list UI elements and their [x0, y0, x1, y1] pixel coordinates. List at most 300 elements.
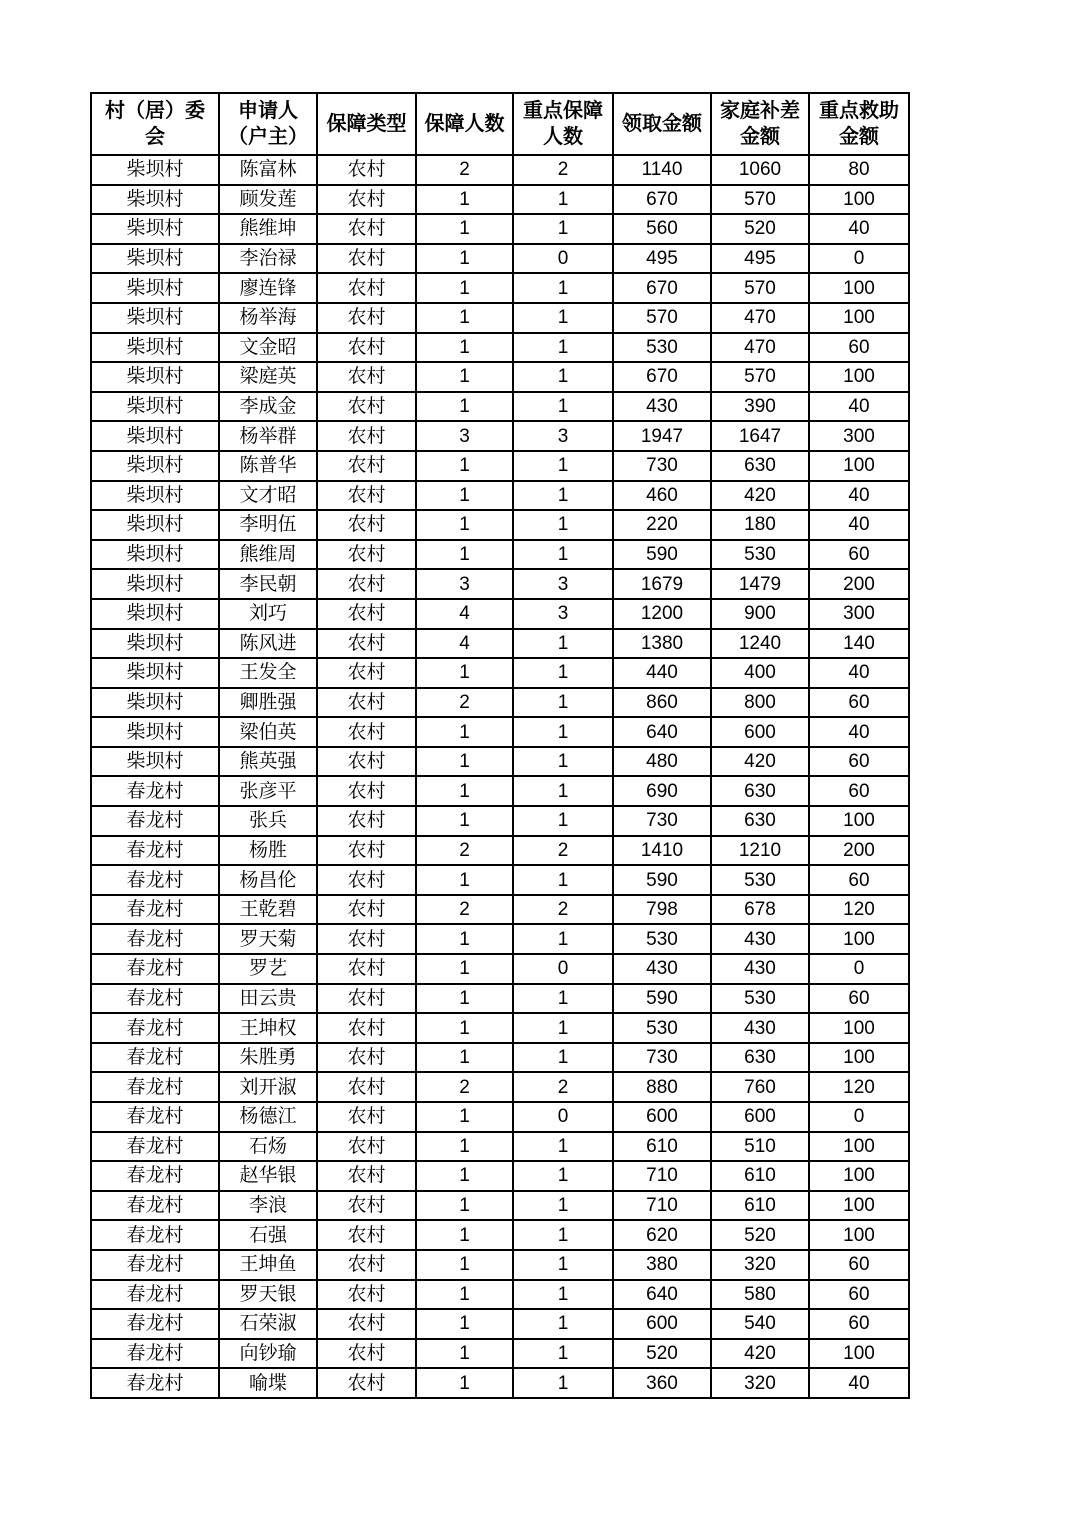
col-header-applicant-householder: 申请人（户主） [219, 93, 317, 155]
table-body [91, 155, 909, 1398]
cell-guaranteed-persons: 1 [416, 776, 513, 806]
cell-key-assistance-amount: 60 [809, 776, 909, 806]
cell-amount-received: 590 [613, 984, 711, 1014]
cell-family-subsidy-amount: 495 [711, 244, 809, 274]
cell-guarantee-type: 农村 [317, 954, 416, 984]
cell-key-guaranteed-persons: 1 [513, 481, 613, 511]
table-row [91, 569, 909, 599]
table-row [91, 747, 909, 777]
cell-village-committee: 春龙村 [91, 836, 219, 866]
cell-key-guaranteed-persons: 1 [513, 688, 613, 718]
cell-applicant-householder: 杨胜 [219, 836, 317, 866]
cell-village-committee: 春龙村 [91, 806, 219, 836]
cell-guaranteed-persons: 1 [416, 214, 513, 244]
cell-key-guaranteed-persons: 1 [513, 1339, 613, 1369]
cell-guarantee-type: 农村 [317, 1161, 416, 1191]
cell-amount-received: 560 [613, 214, 711, 244]
cell-key-assistance-amount: 60 [809, 333, 909, 363]
cell-village-committee: 春龙村 [91, 1309, 219, 1339]
cell-village-committee: 柴坝村 [91, 421, 219, 451]
cell-guaranteed-persons: 1 [416, 392, 513, 422]
cell-amount-received: 640 [613, 717, 711, 747]
col-header-key-assistance-amount: 重点救助金额 [809, 93, 909, 155]
table-row [91, 984, 909, 1014]
col-header-amount-received: 领取金额 [613, 93, 711, 155]
cell-key-guaranteed-persons: 3 [513, 569, 613, 599]
cell-key-assistance-amount: 100 [809, 303, 909, 333]
cell-village-committee: 春龙村 [91, 1043, 219, 1073]
col-header-key-guaranteed-persons: 重点保障人数 [513, 93, 613, 155]
table-row [91, 1191, 909, 1221]
table-header [91, 93, 909, 155]
cell-amount-received: 460 [613, 481, 711, 511]
cell-guaranteed-persons: 2 [416, 895, 513, 925]
cell-amount-received: 730 [613, 451, 711, 481]
cell-family-subsidy-amount: 570 [711, 185, 809, 215]
cell-guarantee-type: 农村 [317, 658, 416, 688]
cell-family-subsidy-amount: 760 [711, 1072, 809, 1102]
cell-applicant-householder: 陈风进 [219, 629, 317, 659]
cell-amount-received: 220 [613, 510, 711, 540]
cell-family-subsidy-amount: 430 [711, 954, 809, 984]
cell-guarantee-type: 农村 [317, 362, 416, 392]
header-row [91, 93, 909, 155]
cell-guarantee-type: 农村 [317, 1102, 416, 1132]
cell-guarantee-type: 农村 [317, 1280, 416, 1310]
cell-key-guaranteed-persons: 2 [513, 155, 613, 185]
cell-amount-received: 860 [613, 688, 711, 718]
cell-guarantee-type: 农村 [317, 924, 416, 954]
cell-applicant-householder: 李治禄 [219, 244, 317, 274]
cell-village-committee: 春龙村 [91, 1339, 219, 1369]
cell-applicant-householder: 刘巧 [219, 599, 317, 629]
cell-guarantee-type: 农村 [317, 214, 416, 244]
cell-village-committee: 柴坝村 [91, 185, 219, 215]
cell-applicant-householder: 石强 [219, 1220, 317, 1250]
cell-key-assistance-amount: 100 [809, 1161, 909, 1191]
table-row [91, 1043, 909, 1073]
cell-village-committee: 柴坝村 [91, 155, 219, 185]
cell-guaranteed-persons: 1 [416, 1339, 513, 1369]
table-row [91, 1013, 909, 1043]
cell-applicant-householder: 熊英强 [219, 747, 317, 777]
cell-guaranteed-persons: 1 [416, 1309, 513, 1339]
cell-village-committee: 春龙村 [91, 776, 219, 806]
cell-key-assistance-amount: 100 [809, 451, 909, 481]
cell-guarantee-type: 农村 [317, 244, 416, 274]
cell-key-assistance-amount: 120 [809, 895, 909, 925]
cell-guaranteed-persons: 1 [416, 481, 513, 511]
cell-key-assistance-amount: 100 [809, 924, 909, 954]
cell-key-assistance-amount: 100 [809, 185, 909, 215]
cell-amount-received: 590 [613, 540, 711, 570]
cell-key-assistance-amount: 140 [809, 629, 909, 659]
cell-guarantee-type: 农村 [317, 895, 416, 925]
cell-key-assistance-amount: 0 [809, 1102, 909, 1132]
cell-village-committee: 柴坝村 [91, 629, 219, 659]
cell-guarantee-type: 农村 [317, 569, 416, 599]
table-row [91, 836, 909, 866]
cell-key-guaranteed-persons: 0 [513, 954, 613, 984]
cell-family-subsidy-amount: 1647 [711, 421, 809, 451]
table-row [91, 392, 909, 422]
cell-guaranteed-persons: 1 [416, 451, 513, 481]
cell-key-assistance-amount: 100 [809, 1339, 909, 1369]
table-row [91, 451, 909, 481]
cell-applicant-householder: 石炀 [219, 1132, 317, 1162]
table-row [91, 244, 909, 274]
cell-village-committee: 春龙村 [91, 1191, 219, 1221]
cell-key-guaranteed-persons: 1 [513, 540, 613, 570]
cell-guarantee-type: 农村 [317, 984, 416, 1014]
cell-guarantee-type: 农村 [317, 1339, 416, 1369]
cell-key-assistance-amount: 0 [809, 244, 909, 274]
cell-guarantee-type: 农村 [317, 155, 416, 185]
table-row [91, 776, 909, 806]
cell-key-guaranteed-persons: 1 [513, 1161, 613, 1191]
cell-family-subsidy-amount: 630 [711, 1043, 809, 1073]
cell-applicant-householder: 李明伍 [219, 510, 317, 540]
cell-village-committee: 柴坝村 [91, 688, 219, 718]
table-row [91, 362, 909, 392]
cell-key-guaranteed-persons: 2 [513, 895, 613, 925]
cell-family-subsidy-amount: 400 [711, 658, 809, 688]
cell-applicant-householder: 杨举群 [219, 421, 317, 451]
cell-village-committee: 春龙村 [91, 984, 219, 1014]
cell-guarantee-type: 农村 [317, 1309, 416, 1339]
cell-applicant-householder: 石荣淑 [219, 1309, 317, 1339]
cell-family-subsidy-amount: 630 [711, 776, 809, 806]
cell-village-committee: 柴坝村 [91, 333, 219, 363]
cell-key-guaranteed-persons: 1 [513, 392, 613, 422]
cell-village-committee: 春龙村 [91, 924, 219, 954]
cell-key-assistance-amount: 100 [809, 1043, 909, 1073]
cell-village-committee: 春龙村 [91, 1280, 219, 1310]
cell-key-assistance-amount: 60 [809, 1309, 909, 1339]
cell-applicant-householder: 卿胜强 [219, 688, 317, 718]
cell-key-guaranteed-persons: 1 [513, 510, 613, 540]
cell-village-committee: 春龙村 [91, 1250, 219, 1280]
cell-amount-received: 798 [613, 895, 711, 925]
cell-amount-received: 730 [613, 1043, 711, 1073]
cell-applicant-householder: 陈普华 [219, 451, 317, 481]
cell-guarantee-type: 农村 [317, 1043, 416, 1073]
cell-guaranteed-persons: 1 [416, 1250, 513, 1280]
cell-guaranteed-persons: 1 [416, 244, 513, 274]
cell-village-committee: 柴坝村 [91, 244, 219, 274]
cell-key-guaranteed-persons: 2 [513, 1072, 613, 1102]
cell-amount-received: 710 [613, 1161, 711, 1191]
cell-family-subsidy-amount: 610 [711, 1191, 809, 1221]
cell-amount-received: 530 [613, 924, 711, 954]
cell-family-subsidy-amount: 510 [711, 1132, 809, 1162]
cell-applicant-householder: 梁庭英 [219, 362, 317, 392]
cell-guaranteed-persons: 1 [416, 1161, 513, 1191]
cell-family-subsidy-amount: 470 [711, 303, 809, 333]
cell-key-assistance-amount: 40 [809, 510, 909, 540]
cell-key-guaranteed-persons: 1 [513, 658, 613, 688]
cell-key-assistance-amount: 40 [809, 481, 909, 511]
cell-key-assistance-amount: 0 [809, 954, 909, 984]
cell-guarantee-type: 农村 [317, 273, 416, 303]
cell-applicant-householder: 张兵 [219, 806, 317, 836]
cell-guaranteed-persons: 1 [416, 806, 513, 836]
cell-village-committee: 春龙村 [91, 1072, 219, 1102]
cell-guaranteed-persons: 1 [416, 1220, 513, 1250]
cell-village-committee: 柴坝村 [91, 510, 219, 540]
cell-amount-received: 1140 [613, 155, 711, 185]
cell-key-assistance-amount: 100 [809, 1220, 909, 1250]
cell-amount-received: 440 [613, 658, 711, 688]
cell-applicant-householder: 朱胜勇 [219, 1043, 317, 1073]
cell-guarantee-type: 农村 [317, 1220, 416, 1250]
cell-key-guaranteed-persons: 1 [513, 776, 613, 806]
cell-amount-received: 495 [613, 244, 711, 274]
cell-family-subsidy-amount: 1240 [711, 629, 809, 659]
cell-key-assistance-amount: 40 [809, 392, 909, 422]
cell-village-committee: 春龙村 [91, 954, 219, 984]
cell-guaranteed-persons: 1 [416, 1191, 513, 1221]
cell-guaranteed-persons: 1 [416, 924, 513, 954]
table-row [91, 540, 909, 570]
cell-guaranteed-persons: 1 [416, 1368, 513, 1398]
cell-family-subsidy-amount: 530 [711, 984, 809, 1014]
cell-guarantee-type: 农村 [317, 303, 416, 333]
cell-guarantee-type: 农村 [317, 747, 416, 777]
cell-key-guaranteed-persons: 1 [513, 1013, 613, 1043]
cell-key-guaranteed-persons: 1 [513, 185, 613, 215]
table-row [91, 1280, 909, 1310]
cell-applicant-householder: 向钞瑜 [219, 1339, 317, 1369]
cell-applicant-householder: 杨举海 [219, 303, 317, 333]
cell-applicant-householder: 罗天银 [219, 1280, 317, 1310]
cell-amount-received: 600 [613, 1102, 711, 1132]
cell-applicant-householder: 田云贵 [219, 984, 317, 1014]
cell-guarantee-type: 农村 [317, 540, 416, 570]
cell-family-subsidy-amount: 900 [711, 599, 809, 629]
cell-guaranteed-persons: 1 [416, 333, 513, 363]
cell-amount-received: 530 [613, 1013, 711, 1043]
cell-key-assistance-amount: 60 [809, 984, 909, 1014]
cell-key-assistance-amount: 40 [809, 658, 909, 688]
cell-applicant-householder: 文金昭 [219, 333, 317, 363]
cell-guaranteed-persons: 1 [416, 303, 513, 333]
cell-amount-received: 730 [613, 806, 711, 836]
cell-applicant-householder: 王发全 [219, 658, 317, 688]
cell-amount-received: 1200 [613, 599, 711, 629]
cell-key-guaranteed-persons: 1 [513, 806, 613, 836]
cell-guaranteed-persons: 3 [416, 569, 513, 599]
cell-guaranteed-persons: 1 [416, 185, 513, 215]
cell-key-guaranteed-persons: 1 [513, 717, 613, 747]
cell-village-committee: 春龙村 [91, 895, 219, 925]
table-row [91, 333, 909, 363]
cell-guarantee-type: 农村 [317, 1368, 416, 1398]
cell-guaranteed-persons: 1 [416, 1102, 513, 1132]
cell-guaranteed-persons: 1 [416, 1280, 513, 1310]
cell-guaranteed-persons: 1 [416, 984, 513, 1014]
cell-guarantee-type: 农村 [317, 599, 416, 629]
cell-guaranteed-persons: 1 [416, 1043, 513, 1073]
table-row [91, 658, 909, 688]
cell-family-subsidy-amount: 1210 [711, 836, 809, 866]
cell-key-guaranteed-persons: 3 [513, 421, 613, 451]
cell-guaranteed-persons: 2 [416, 155, 513, 185]
table-row [91, 806, 909, 836]
cell-guarantee-type: 农村 [317, 1013, 416, 1043]
cell-guarantee-type: 农村 [317, 865, 416, 895]
cell-guarantee-type: 农村 [317, 688, 416, 718]
cell-guaranteed-persons: 2 [416, 688, 513, 718]
cell-applicant-householder: 李民朝 [219, 569, 317, 599]
cell-key-guaranteed-persons: 1 [513, 1220, 613, 1250]
col-header-guaranteed-persons: 保障人数 [416, 93, 513, 155]
cell-village-committee: 柴坝村 [91, 481, 219, 511]
cell-family-subsidy-amount: 430 [711, 1013, 809, 1043]
cell-key-guaranteed-persons: 1 [513, 214, 613, 244]
cell-key-guaranteed-persons: 1 [513, 303, 613, 333]
cell-guarantee-type: 农村 [317, 1250, 416, 1280]
cell-guaranteed-persons: 1 [416, 747, 513, 777]
table-row [91, 303, 909, 333]
cell-village-committee: 柴坝村 [91, 658, 219, 688]
cell-amount-received: 360 [613, 1368, 711, 1398]
table-row [91, 1309, 909, 1339]
cell-applicant-householder: 廖连锋 [219, 273, 317, 303]
cell-village-committee: 春龙村 [91, 1220, 219, 1250]
cell-key-assistance-amount: 60 [809, 747, 909, 777]
cell-amount-received: 1947 [613, 421, 711, 451]
cell-guaranteed-persons: 1 [416, 540, 513, 570]
cell-guarantee-type: 农村 [317, 333, 416, 363]
cell-key-assistance-amount: 120 [809, 1072, 909, 1102]
cell-amount-received: 690 [613, 776, 711, 806]
cell-village-committee: 春龙村 [91, 1161, 219, 1191]
cell-amount-received: 670 [613, 273, 711, 303]
cell-key-assistance-amount: 60 [809, 1280, 909, 1310]
cell-key-guaranteed-persons: 1 [513, 629, 613, 659]
cell-applicant-householder: 熊维周 [219, 540, 317, 570]
cell-key-assistance-amount: 80 [809, 155, 909, 185]
cell-key-guaranteed-persons: 1 [513, 1368, 613, 1398]
cell-guarantee-type: 农村 [317, 421, 416, 451]
cell-village-committee: 春龙村 [91, 1132, 219, 1162]
table-row [91, 481, 909, 511]
cell-village-committee: 柴坝村 [91, 362, 219, 392]
cell-key-assistance-amount: 100 [809, 1132, 909, 1162]
cell-village-committee: 柴坝村 [91, 747, 219, 777]
cell-applicant-householder: 喻堞 [219, 1368, 317, 1398]
cell-guarantee-type: 农村 [317, 776, 416, 806]
cell-applicant-householder: 张彦平 [219, 776, 317, 806]
table-row [91, 510, 909, 540]
cell-applicant-householder: 杨德江 [219, 1102, 317, 1132]
cell-family-subsidy-amount: 470 [711, 333, 809, 363]
cell-guarantee-type: 农村 [317, 1191, 416, 1221]
cell-guaranteed-persons: 1 [416, 1132, 513, 1162]
cell-key-assistance-amount: 300 [809, 599, 909, 629]
cell-key-assistance-amount: 100 [809, 273, 909, 303]
table-row [91, 717, 909, 747]
cell-key-guaranteed-persons: 1 [513, 273, 613, 303]
table-row [91, 1072, 909, 1102]
cell-applicant-householder: 熊维坤 [219, 214, 317, 244]
cell-village-committee: 柴坝村 [91, 717, 219, 747]
cell-guarantee-type: 农村 [317, 717, 416, 747]
table-row [91, 599, 909, 629]
cell-guarantee-type: 农村 [317, 629, 416, 659]
table-row [91, 629, 909, 659]
cell-family-subsidy-amount: 320 [711, 1250, 809, 1280]
cell-applicant-householder: 罗天菊 [219, 924, 317, 954]
cell-amount-received: 480 [613, 747, 711, 777]
col-header-guarantee-type: 保障类型 [317, 93, 416, 155]
table-row [91, 865, 909, 895]
cell-amount-received: 430 [613, 954, 711, 984]
cell-guaranteed-persons: 4 [416, 629, 513, 659]
cell-guaranteed-persons: 1 [416, 717, 513, 747]
table-row [91, 155, 909, 185]
cell-amount-received: 610 [613, 1132, 711, 1162]
cell-applicant-householder: 梁伯英 [219, 717, 317, 747]
cell-amount-received: 530 [613, 333, 711, 363]
cell-village-committee: 春龙村 [91, 1013, 219, 1043]
cell-family-subsidy-amount: 630 [711, 806, 809, 836]
cell-amount-received: 670 [613, 362, 711, 392]
cell-key-assistance-amount: 60 [809, 865, 909, 895]
cell-family-subsidy-amount: 580 [711, 1280, 809, 1310]
cell-village-committee: 柴坝村 [91, 273, 219, 303]
cell-guarantee-type: 农村 [317, 806, 416, 836]
cell-family-subsidy-amount: 420 [711, 481, 809, 511]
cell-guaranteed-persons: 1 [416, 865, 513, 895]
cell-village-committee: 柴坝村 [91, 599, 219, 629]
col-header-village-committee: 村（居）委会 [91, 93, 219, 155]
table-row [91, 1102, 909, 1132]
cell-key-assistance-amount: 300 [809, 421, 909, 451]
cell-guarantee-type: 农村 [317, 451, 416, 481]
cell-guaranteed-persons: 1 [416, 954, 513, 984]
cell-amount-received: 670 [613, 185, 711, 215]
cell-amount-received: 570 [613, 303, 711, 333]
cell-village-committee: 柴坝村 [91, 303, 219, 333]
cell-family-subsidy-amount: 600 [711, 1102, 809, 1132]
table-row [91, 1368, 909, 1398]
cell-guaranteed-persons: 2 [416, 836, 513, 866]
cell-guaranteed-persons: 1 [416, 362, 513, 392]
cell-amount-received: 620 [613, 1220, 711, 1250]
table-row [91, 214, 909, 244]
cell-village-committee: 柴坝村 [91, 569, 219, 599]
cell-key-guaranteed-persons: 0 [513, 244, 613, 274]
cell-guaranteed-persons: 1 [416, 1013, 513, 1043]
cell-applicant-householder: 王坤鱼 [219, 1250, 317, 1280]
table-row [91, 421, 909, 451]
cell-key-assistance-amount: 40 [809, 717, 909, 747]
cell-key-guaranteed-persons: 2 [513, 836, 613, 866]
cell-amount-received: 1380 [613, 629, 711, 659]
table-row [91, 924, 909, 954]
cell-amount-received: 1679 [613, 569, 711, 599]
cell-key-guaranteed-persons: 3 [513, 599, 613, 629]
cell-applicant-householder: 顾发莲 [219, 185, 317, 215]
cell-amount-received: 520 [613, 1339, 711, 1369]
cell-village-committee: 柴坝村 [91, 214, 219, 244]
cell-family-subsidy-amount: 520 [711, 214, 809, 244]
cell-applicant-householder: 李浪 [219, 1191, 317, 1221]
cell-applicant-householder: 陈富林 [219, 155, 317, 185]
table-row [91, 1339, 909, 1369]
